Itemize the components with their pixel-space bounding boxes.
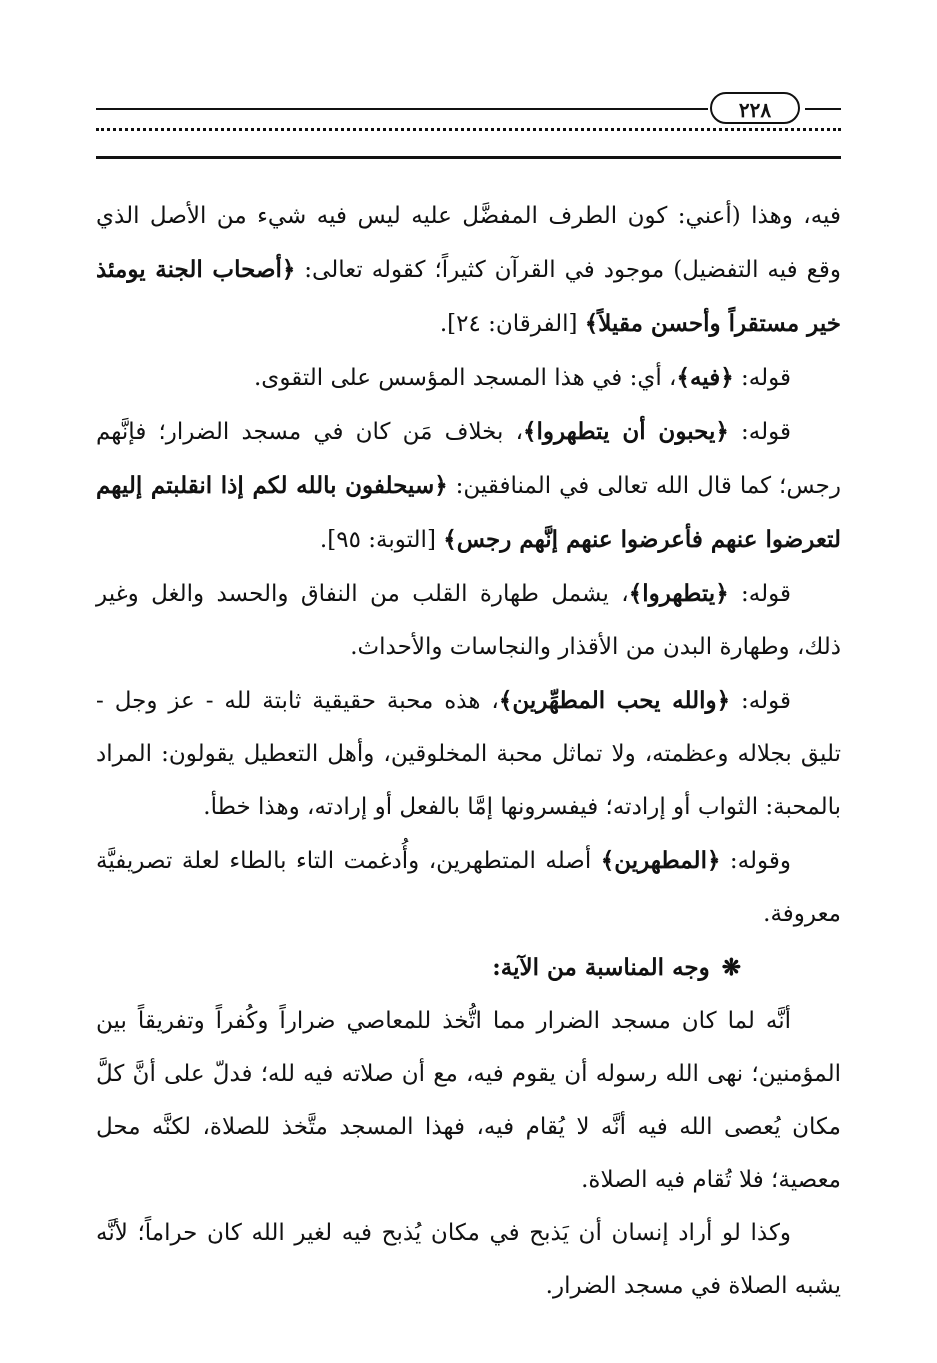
paragraph-8: وكذا لو أراد إنسان أن يَذبح في مكان يُذبح فيه لغير الله كان حراماً؛ لأنَّه يشبه الصلاة في مسجد الضرار. [96, 1220, 841, 1299]
paragraph-4 [96, 567, 841, 674]
quran-quote: ﴿سيحلفون بالله لكم إذا انقلبتم إليهم لتعرضوا عنهم فأعرضوا عنهم إنَّهم رجس﴾ [96, 472, 841, 553]
star-icon: ❋ [721, 954, 741, 981]
paragraph-text: ، أي: في هذا المسجد المؤسس على التقوى. [254, 365, 677, 391]
paragraph-text: وقوله: [720, 848, 791, 874]
quran-quote: ﴿فيه﴾ [676, 364, 734, 391]
page-body [96, 190, 841, 1313]
paragraph-6 [96, 834, 841, 941]
paragraph-5 [96, 674, 841, 834]
paragraph-text: ، هذه محبة حقيقية ثابتة لله - عز وجل - تليق بجلاله وعظمته، ولا تماثل محبة المخلوقين، وأهل التعطيل يقولون: المراد بالمحبة: الثواب أو إرادته؛ فيفسرونها إمَّا بالفعل أو إرادته، وهذا خطأ. [96, 688, 841, 820]
quran-quote: ﴿والله يحب المطهِّرين﴾ [498, 687, 731, 714]
page-number: ٢٢٨ [710, 92, 800, 124]
quran-reference: [الفرقان: ٢٤]. [439, 311, 585, 337]
quran-quote: ﴿أصحاب الجنة يومئذ خير مستقراً وأحسن مقيلاً﴾ [96, 256, 841, 337]
section-heading-text: وجه المناسبة من الآية: [492, 954, 710, 981]
quran-quote: ﴿يحبون أن يتطهروا﴾ [523, 418, 729, 445]
paragraph-text: فيه، وهذا (أعني: كون الطرف المفضَّل عليه ليس فيه شيء من الأصل الذي وقع فيه التفضيل) موجود في القرآن كثيراً؛ كقوله تعالى: [96, 203, 841, 283]
paragraph-text: قوله: [730, 688, 791, 714]
header-rule-bottom [96, 156, 841, 159]
paragraph-3 [96, 405, 841, 567]
section-heading [96, 941, 841, 995]
page-header [96, 88, 841, 168]
quran-reference: [التوبة: ٩٥]. [319, 527, 444, 553]
paragraph-1 [96, 190, 841, 351]
quran-quote: ﴿يتطهروا﴾ [628, 580, 729, 607]
paragraph-text: أصله المتطهرين، وأُدغمت التاء بالطاء لعلة تصريفيَّة معروفة. [96, 848, 841, 927]
paragraph-text: ، يشمل طهارة القلب من النفاق والحسد والغل وغير ذلك، وطهارة البدن من الأقذار والنجاسات والأحداث. [96, 581, 841, 660]
header-rule-right [805, 108, 841, 110]
header-rule-left [96, 108, 708, 110]
paragraph-2 [96, 351, 841, 405]
dotted-divider [96, 128, 841, 137]
quran-quote: ﴿المطهرين﴾ [600, 847, 721, 874]
paragraph-text: قوله: [728, 419, 791, 445]
paragraph-7: أنَّه لما كان مسجد الضرار مما اتُّخذ للمعاصي ضراراً وكُفراً وتفريقاً بين المؤمنين؛ نهى الله رسوله أن يقوم فيه، مع أن صلاته فيه لله؛ فدلّ على أنَّ كلَّ مكان يُعصى الله فيه أنَّه لا يُقام فيه، فهذا المسجد متَّخذ للصلاة، لكنَّه محل معصية؛ فلا تُقام فيه الصلاة. [96, 1008, 841, 1193]
paragraph-text: قوله: [733, 365, 791, 391]
paragraph-text: ، بخلاف مَن كان في مسجد الضرار؛ فإنَّهم رجس؛ كما قال الله تعالى في المنافقين: [96, 419, 841, 499]
paragraph-text: قوله: [728, 581, 792, 607]
